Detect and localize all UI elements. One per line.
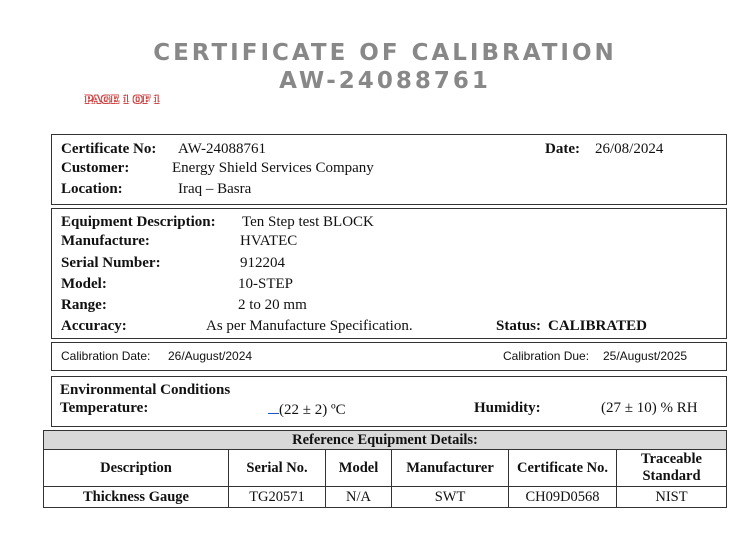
model-value: 10-STEP [238, 276, 294, 292]
serial-label: Serial Number: [61, 255, 161, 271]
date-value: 26/08/2024 [595, 141, 664, 157]
humidity-label: Humidity: [474, 400, 541, 416]
equipment-desc-label: Equipment Description: [61, 214, 216, 230]
column-header: Description [44, 450, 229, 487]
table-row [44, 487, 727, 508]
model-label: Model: [61, 276, 107, 292]
location-label: Location: [61, 181, 123, 197]
temperature-text: (22 ± 2) ºC [279, 402, 346, 418]
column-header: Serial No. [229, 450, 326, 487]
page-indicator: PAGE 1 OF 1 [85, 92, 161, 106]
table-cell: N/A [326, 487, 392, 508]
status-value: CALIBRATED [548, 318, 647, 334]
column-header: Manufacturer [392, 450, 509, 487]
cert-no-label: Certificate No: [61, 141, 157, 157]
temperature-underline [268, 400, 279, 414]
column-header: Model [326, 450, 392, 487]
calibration-date-label: Calibration Date: [61, 349, 151, 363]
table-cell: SWT [392, 487, 509, 508]
temperature-value [268, 400, 346, 419]
reference-table-heading: Reference Equipment Details: [44, 431, 727, 450]
column-header: Traceable Standard [617, 450, 727, 487]
manufacture-value: HVATEC [240, 233, 298, 249]
accuracy-label: Accuracy: [61, 318, 127, 334]
calibration-due-label: Calibration Due: [503, 349, 590, 363]
table-cell: TG20571 [229, 487, 326, 508]
table-cell: CH09D0568 [509, 487, 617, 508]
location-value: Iraq – Basra [178, 181, 252, 197]
temperature-label: Temperature: [60, 400, 149, 416]
column-header: Certificate No. [509, 450, 617, 487]
calibration-due-value: 25/August/2025 [603, 349, 688, 363]
cert-no-value: AW-24088761 [178, 141, 266, 157]
table-cell: Thickness Gauge [44, 487, 229, 508]
humidity-value: (27 ± 10) % RH [601, 400, 698, 416]
serial-value: 912204 [240, 255, 285, 271]
range-label: Range: [61, 297, 107, 313]
certificate-number-title: AW-24088761 [279, 68, 491, 94]
customer-label: Customer: [61, 160, 130, 176]
date-label: Date: [545, 141, 580, 157]
reference-equipment-table [43, 430, 727, 508]
accuracy-value: As per Manufacture Specification. [206, 318, 413, 334]
certificate-title: CERTIFICATE OF CALIBRATION [153, 40, 617, 66]
environment-heading: Environmental Conditions [60, 382, 231, 398]
table-cell: NIST [617, 487, 727, 508]
manufacture-label: Manufacture: [61, 233, 150, 249]
equipment-desc-value: Ten Step test BLOCK [242, 214, 374, 230]
customer-value: Energy Shield Services Company [172, 160, 374, 176]
status-label: Status: [496, 318, 542, 334]
range-value: 2 to 20 mm [238, 297, 307, 313]
calibration-date-value: 26/August/2024 [168, 349, 253, 363]
